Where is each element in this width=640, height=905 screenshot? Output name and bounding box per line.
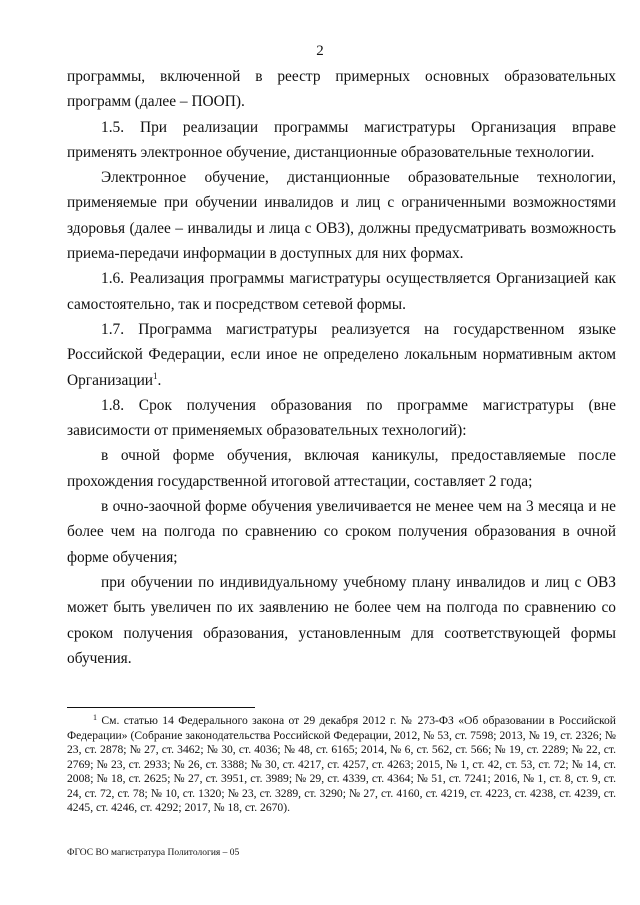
page-number: 2: [316, 43, 324, 59]
footnote-divider: [67, 707, 255, 708]
footnote-text: См. статью 14 Федерального закона от 29 декабря 2012 г. № 273-ФЗ «Об образовании в Российской Федерации» (Собрание законодательства Российской Федерации, 2012, № 53, ст. 7598; 2013, № 19, ст. 2326; № 23, ст. 2878; № 27, ст. 3462; № 30, ст. 4036; № 48, ст. 6165; 2014, № 6, ст. 562, ст. 566; № 19, ст. 2289; № 22, ст. 2769; № 23, ст. 2933; № 26, ст. 3388; № 30, ст. 4217, ст. 4257, ст. 4263; 2015, № 1, ст. 42, ст. 53, ст. 72; № 14, ст. 2008; № 18, ст. 2625; № 27, ст. 3951, ст. 3989; № 29, ст. 4339, ст. 4364; № 51, ст. 7241; 2016, № 1, ст. 8, ст. 9, ст. 24, ст. 72, ст. 78; № 10, ст. 1320; № 23, ст. 3289, ст. 3290; № 27, ст. 4160, ст. 4219, ст. 4223, ст. 4238, ст. 4239, ст. 4245, ст. 4246, ст. 4292; 2017, № 18, ст. 2670).: [67, 714, 617, 814]
paragraph-1-7-text: 1.7. Программа магистратуры реализуется на государственном языке Российской Федерации, если иное не определено локальным нормативным актом Организации: [67, 320, 616, 389]
paragraph-part-time: в очно-заочной форме обучения увеличивается не менее чем на 3 месяца и не более чем на полгода по сравнению со сроком получения образования в очной форме обучения;: [67, 498, 616, 566]
paragraph-1-5: 1.5. При реализации программы магистратуры Организация вправе применять электронное обучение, дистанционные образовательные технологии.: [67, 118, 616, 161]
page-footer: ФГОС ВО магистратура Политология – 05: [67, 848, 240, 858]
document-body: [67, 64, 616, 671]
paragraph-individual-plan: при обучении по индивидуальному учебному плану инвалидов и лиц с ОВЗ может быть увеличен по их заявлению не более чем на полгода по сравнению со сроком получения образования, установленным для соответствующей формы обучения.: [67, 573, 616, 667]
paragraph-1-6: 1.6. Реализация программы магистратуры осуществляется Организацией как самостоятельно, так и посредством сетевой формы.: [67, 270, 616, 313]
footnote: [67, 714, 616, 816]
paragraph-e-learning: Электронное обучение, дистанционные образовательные технологии, применяемые при обучении инвалидов и лиц с ограниченными возможностями здоровья (далее – инвалиды и лица с ОВЗ), должны предусматривать возможность приема-передачи информации в доступных для них формах.: [67, 169, 616, 263]
paragraph-continuation: программы, включенной в реестр примерных основных образовательных программ (далее – ПООП).: [67, 68, 616, 111]
footnote-paragraph: [67, 714, 616, 816]
footnote-marker: 1: [93, 713, 97, 722]
paragraph-1-8: 1.8. Срок получения образования по программе магистратуры (вне зависимости от применяемых образовательных технологий):: [67, 396, 616, 440]
paragraph-full-time: в очной форме обучения, включая каникулы, предоставляемые после прохождения государственной итоговой аттестации, составляет 2 года;: [67, 447, 616, 490]
paragraph-1-7-tail: .: [157, 371, 162, 389]
paragraph-1-7: [67, 317, 616, 393]
footnote-reference: 1: [153, 370, 158, 381]
